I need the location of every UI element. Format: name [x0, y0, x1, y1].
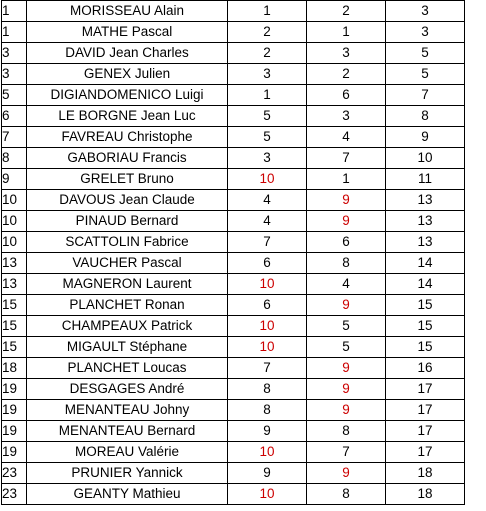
- score1-cell: 10: [228, 442, 307, 463]
- name-cell: VAUCHER Pascal: [27, 253, 228, 274]
- name-cell: DAVOUS Jean Claude: [27, 190, 228, 211]
- table-row: [2, 211, 465, 232]
- score1-cell: 4: [228, 190, 307, 211]
- score2-cell: 7: [307, 148, 386, 169]
- score2-cell: 2: [307, 1, 386, 22]
- rank-cell: 15: [2, 316, 27, 337]
- table-row: [2, 484, 465, 505]
- total-cell: 13: [386, 232, 465, 253]
- score1-cell: 10: [228, 337, 307, 358]
- table-row: [2, 169, 465, 190]
- table-row: [2, 43, 465, 64]
- score1-cell: 2: [228, 43, 307, 64]
- results-table: [1, 0, 465, 505]
- score2-cell: 5: [307, 337, 386, 358]
- score2-cell: 9: [307, 211, 386, 232]
- rank-cell: 3: [2, 43, 27, 64]
- score1-cell: 1: [228, 1, 307, 22]
- rank-cell: 15: [2, 295, 27, 316]
- score2-cell: 3: [307, 43, 386, 64]
- name-cell: MORISSEAU Alain: [27, 1, 228, 22]
- score1-cell: 8: [228, 379, 307, 400]
- rank-cell: 23: [2, 484, 27, 505]
- rank-cell: 10: [2, 211, 27, 232]
- total-cell: 5: [386, 64, 465, 85]
- table-row: [2, 379, 465, 400]
- rank-cell: 1: [2, 1, 27, 22]
- name-cell: CHAMPEAUX Patrick: [27, 316, 228, 337]
- table-row: [2, 337, 465, 358]
- total-cell: 15: [386, 295, 465, 316]
- rank-cell: 9: [2, 169, 27, 190]
- total-cell: 10: [386, 148, 465, 169]
- total-cell: 3: [386, 22, 465, 43]
- score1-cell: 1: [228, 85, 307, 106]
- name-cell: GENEX Julien: [27, 64, 228, 85]
- score2-cell: 6: [307, 85, 386, 106]
- score2-cell: 9: [307, 358, 386, 379]
- table-row: [2, 1, 465, 22]
- name-cell: PLANCHET Loucas: [27, 358, 228, 379]
- table-row: [2, 295, 465, 316]
- score1-cell: 3: [228, 148, 307, 169]
- table-row: [2, 316, 465, 337]
- score2-cell: 8: [307, 421, 386, 442]
- name-cell: MENANTEAU Bernard: [27, 421, 228, 442]
- total-cell: 8: [386, 106, 465, 127]
- score2-cell: 2: [307, 64, 386, 85]
- rank-cell: 10: [2, 190, 27, 211]
- name-cell: MOREAU Valérie: [27, 442, 228, 463]
- table-row: [2, 148, 465, 169]
- total-cell: 17: [386, 379, 465, 400]
- name-cell: DESGAGES André: [27, 379, 228, 400]
- score1-cell: 4: [228, 211, 307, 232]
- table-row: [2, 463, 465, 484]
- score2-cell: 1: [307, 169, 386, 190]
- rank-cell: 6: [2, 106, 27, 127]
- score2-cell: 9: [307, 295, 386, 316]
- score2-cell: 8: [307, 253, 386, 274]
- total-cell: 7: [386, 85, 465, 106]
- table-row: [2, 127, 465, 148]
- score1-cell: 9: [228, 421, 307, 442]
- total-cell: 18: [386, 484, 465, 505]
- name-cell: PRUNIER Yannick: [27, 463, 228, 484]
- table-row: [2, 421, 465, 442]
- name-cell: MENANTEAU Johny: [27, 400, 228, 421]
- score2-cell: 5: [307, 316, 386, 337]
- score1-cell: 5: [228, 127, 307, 148]
- score1-cell: 10: [228, 274, 307, 295]
- name-cell: PLANCHET Ronan: [27, 295, 228, 316]
- name-cell: PINAUD Bernard: [27, 211, 228, 232]
- rank-cell: 7: [2, 127, 27, 148]
- rank-cell: 19: [2, 379, 27, 400]
- name-cell: SCATTOLIN Fabrice: [27, 232, 228, 253]
- rank-cell: 19: [2, 442, 27, 463]
- score1-cell: 2: [228, 22, 307, 43]
- table-row: [2, 22, 465, 43]
- total-cell: 15: [386, 337, 465, 358]
- score1-cell: 3: [228, 64, 307, 85]
- score2-cell: 7: [307, 442, 386, 463]
- total-cell: 5: [386, 43, 465, 64]
- rank-cell: 1: [2, 22, 27, 43]
- name-cell: MIGAULT Stéphane: [27, 337, 228, 358]
- rank-cell: 23: [2, 463, 27, 484]
- name-cell: GRELET Bruno: [27, 169, 228, 190]
- table-row: [2, 253, 465, 274]
- score1-cell: 10: [228, 169, 307, 190]
- total-cell: 17: [386, 442, 465, 463]
- name-cell: DIGIANDOMENICO Luigi: [27, 85, 228, 106]
- score2-cell: 9: [307, 463, 386, 484]
- total-cell: 9: [386, 127, 465, 148]
- name-cell: GABORIAU Francis: [27, 148, 228, 169]
- rank-cell: 10: [2, 232, 27, 253]
- total-cell: 14: [386, 253, 465, 274]
- table-row: [2, 442, 465, 463]
- rank-cell: 15: [2, 337, 27, 358]
- table-row: [2, 274, 465, 295]
- total-cell: 16: [386, 358, 465, 379]
- name-cell: LE BORGNE Jean Luc: [27, 106, 228, 127]
- score1-cell: 9: [228, 463, 307, 484]
- score1-cell: 8: [228, 400, 307, 421]
- total-cell: 18: [386, 463, 465, 484]
- total-cell: 15: [386, 316, 465, 337]
- total-cell: 3: [386, 1, 465, 22]
- table-row: [2, 85, 465, 106]
- score2-cell: 4: [307, 127, 386, 148]
- score1-cell: 10: [228, 484, 307, 505]
- table-row: [2, 358, 465, 379]
- name-cell: GEANTY Mathieu: [27, 484, 228, 505]
- score2-cell: 9: [307, 379, 386, 400]
- score2-cell: 8: [307, 484, 386, 505]
- rank-cell: 19: [2, 421, 27, 442]
- table-row: [2, 64, 465, 85]
- score1-cell: 10: [228, 316, 307, 337]
- table-row: [2, 400, 465, 421]
- total-cell: 17: [386, 400, 465, 421]
- rank-cell: 3: [2, 64, 27, 85]
- rank-cell: 8: [2, 148, 27, 169]
- table-row: [2, 232, 465, 253]
- total-cell: 13: [386, 190, 465, 211]
- score2-cell: 4: [307, 274, 386, 295]
- score2-cell: 3: [307, 106, 386, 127]
- score1-cell: 7: [228, 358, 307, 379]
- score1-cell: 6: [228, 295, 307, 316]
- name-cell: MAGNERON Laurent: [27, 274, 228, 295]
- total-cell: 13: [386, 211, 465, 232]
- rank-cell: 19: [2, 400, 27, 421]
- table-row: [2, 106, 465, 127]
- results-body: [2, 1, 465, 505]
- score2-cell: 6: [307, 232, 386, 253]
- name-cell: FAVREAU Christophe: [27, 127, 228, 148]
- score1-cell: 6: [228, 253, 307, 274]
- rank-cell: 13: [2, 253, 27, 274]
- rank-cell: 13: [2, 274, 27, 295]
- total-cell: 11: [386, 169, 465, 190]
- score2-cell: 1: [307, 22, 386, 43]
- rank-cell: 18: [2, 358, 27, 379]
- name-cell: DAVID Jean Charles: [27, 43, 228, 64]
- rank-cell: 5: [2, 85, 27, 106]
- score2-cell: 9: [307, 190, 386, 211]
- score2-cell: 9: [307, 400, 386, 421]
- name-cell: MATHE Pascal: [27, 22, 228, 43]
- score1-cell: 7: [228, 232, 307, 253]
- total-cell: 14: [386, 274, 465, 295]
- table-row: [2, 190, 465, 211]
- score1-cell: 5: [228, 106, 307, 127]
- total-cell: 17: [386, 421, 465, 442]
